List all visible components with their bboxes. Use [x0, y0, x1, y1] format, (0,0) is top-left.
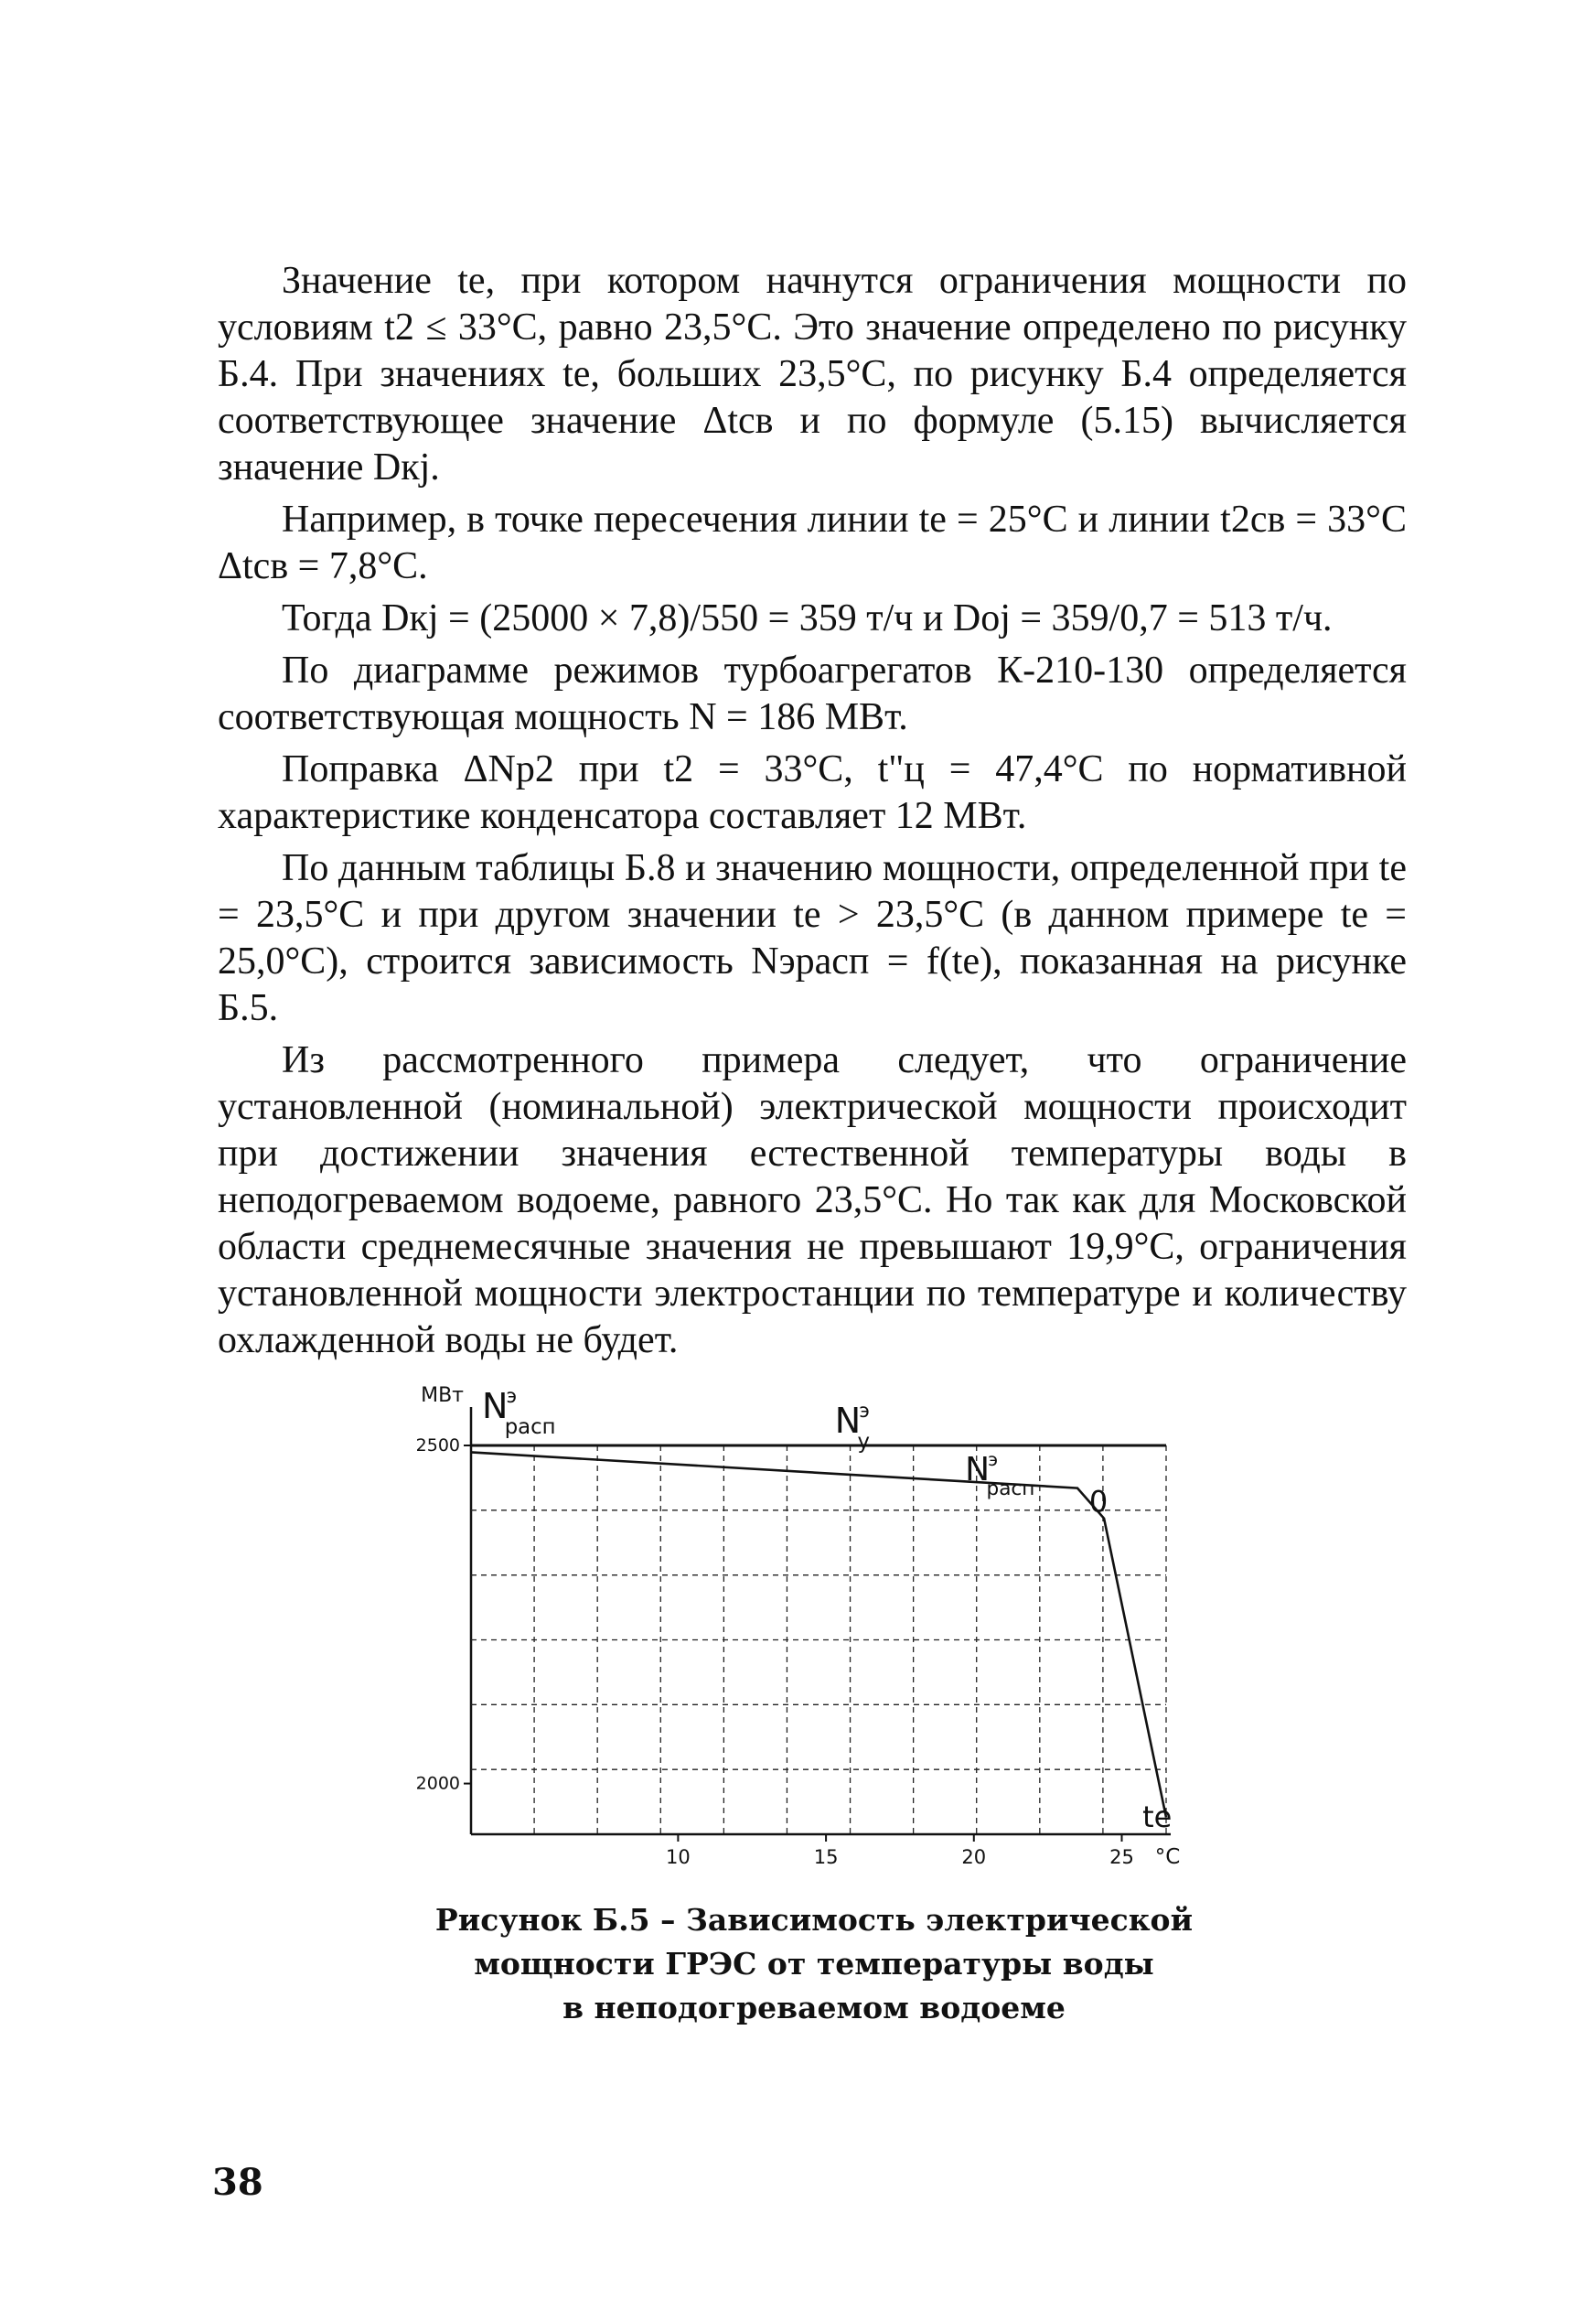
- caption-line-1: Рисунок Б.5 – Зависимость электрической: [434, 1902, 1194, 1938]
- paragraph-3: Тогда Dкj = (25000 × 7,8)/550 = 359 т/ч и Doj = 359/0,7 = 513 т/ч.: [282, 597, 1333, 639]
- paragraph-4: По диаграмме режимов турбоагрегатов К-210-130 определяется соответствующая мощность N = 186 МВт.: [218, 650, 1407, 738]
- y-axis-unit: МВт: [421, 1384, 464, 1407]
- x-axis-unit: °С: [1154, 1845, 1181, 1869]
- paragraph-7: Из рассмотренного примера следует, что ограничение установленной (номинальной) электрической мощности происходит при достижении значения естественной температуры воды в неподогреваемом водоеме, равного 23,5°С. Но так как для Московской области среднемесячные значения не превышают 19,9°С, ограничения установленной мощности электростанции по температуре и количеству охлажденной воды не будет.: [218, 1039, 1407, 1361]
- label-n-y-sub: у: [857, 1430, 870, 1455]
- paragraph-1: Значение tе, при котором начнутся ограничения мощности по условиям t2 ≤ 33°С, равно 23,5°С. Это значение определено по рисунку Б.4. При значениях tе, больших 23,5°С, по рисунку Б.4 определяется соответствующее значение Δtсв и по формуле (5.15) вычисляется значение Dкj.: [218, 260, 1407, 489]
- label-n-rasp-left: [482, 1385, 556, 1439]
- label-n-y-main: N: [834, 1401, 862, 1441]
- label-n-rasp-mid: [965, 1449, 1034, 1500]
- paragraph-5: Поправка ΔNр2 при t2 = 33°С, t"ц = 47,4°С по нормативной характеристике конденсатора составляет 12 МВт.: [218, 748, 1407, 837]
- label-n-rasp-left-sup: э: [506, 1384, 518, 1407]
- figure-caption: [384, 1898, 1244, 2030]
- paragraph-6: По данным таблицы Б.8 и значению мощности, определенной при tе = 23,5°С и при другом значении tе > 23,5°С (в данном примере tе = 25,0°С), строится зависимость Nэрасп = f(tе), показанная на рисунке Б.5.: [218, 847, 1407, 1029]
- caption-line-2: мощности ГРЭС от температуры воды: [474, 1946, 1154, 1982]
- y-tick-label: 2500: [415, 1435, 460, 1456]
- caption-line-3: в неподогреваемом водоеме: [562, 1990, 1066, 2025]
- x-tick-label: 20: [961, 1846, 987, 1868]
- power-vs-temperature-chart: [402, 1372, 1226, 1894]
- chart-series: [471, 1445, 1166, 1818]
- label-n-rasp-mid-sub: расп: [986, 1477, 1035, 1501]
- label-n-y-sup: э: [859, 1399, 870, 1422]
- label-n-rasp-left-sub: расп: [504, 1415, 556, 1440]
- x-tick-label: 10: [666, 1846, 691, 1868]
- label-n-rasp-mid-sup: э: [988, 1448, 999, 1470]
- label-n-rasp-mid-main: N: [965, 1451, 991, 1488]
- body-text: [218, 258, 1407, 1370]
- point-o-label: 0: [1088, 1484, 1109, 1520]
- y-tick-label: 2000: [415, 1773, 460, 1794]
- x-axis-te-label: tе: [1142, 1799, 1173, 1834]
- paragraph-2: Например, в точке пересечения линии tе = 25°С и линии t2св = 33°С Δtсв = 7,8°С.: [218, 499, 1407, 587]
- x-tick-label: 25: [1109, 1846, 1134, 1868]
- x-tick-label: 15: [813, 1846, 839, 1868]
- series-line-n-rasp: [471, 1452, 1166, 1817]
- label-n-rasp-left-main: N: [482, 1386, 509, 1426]
- figure-b5: [402, 1372, 1226, 1894]
- page-number: 38: [212, 2161, 263, 2204]
